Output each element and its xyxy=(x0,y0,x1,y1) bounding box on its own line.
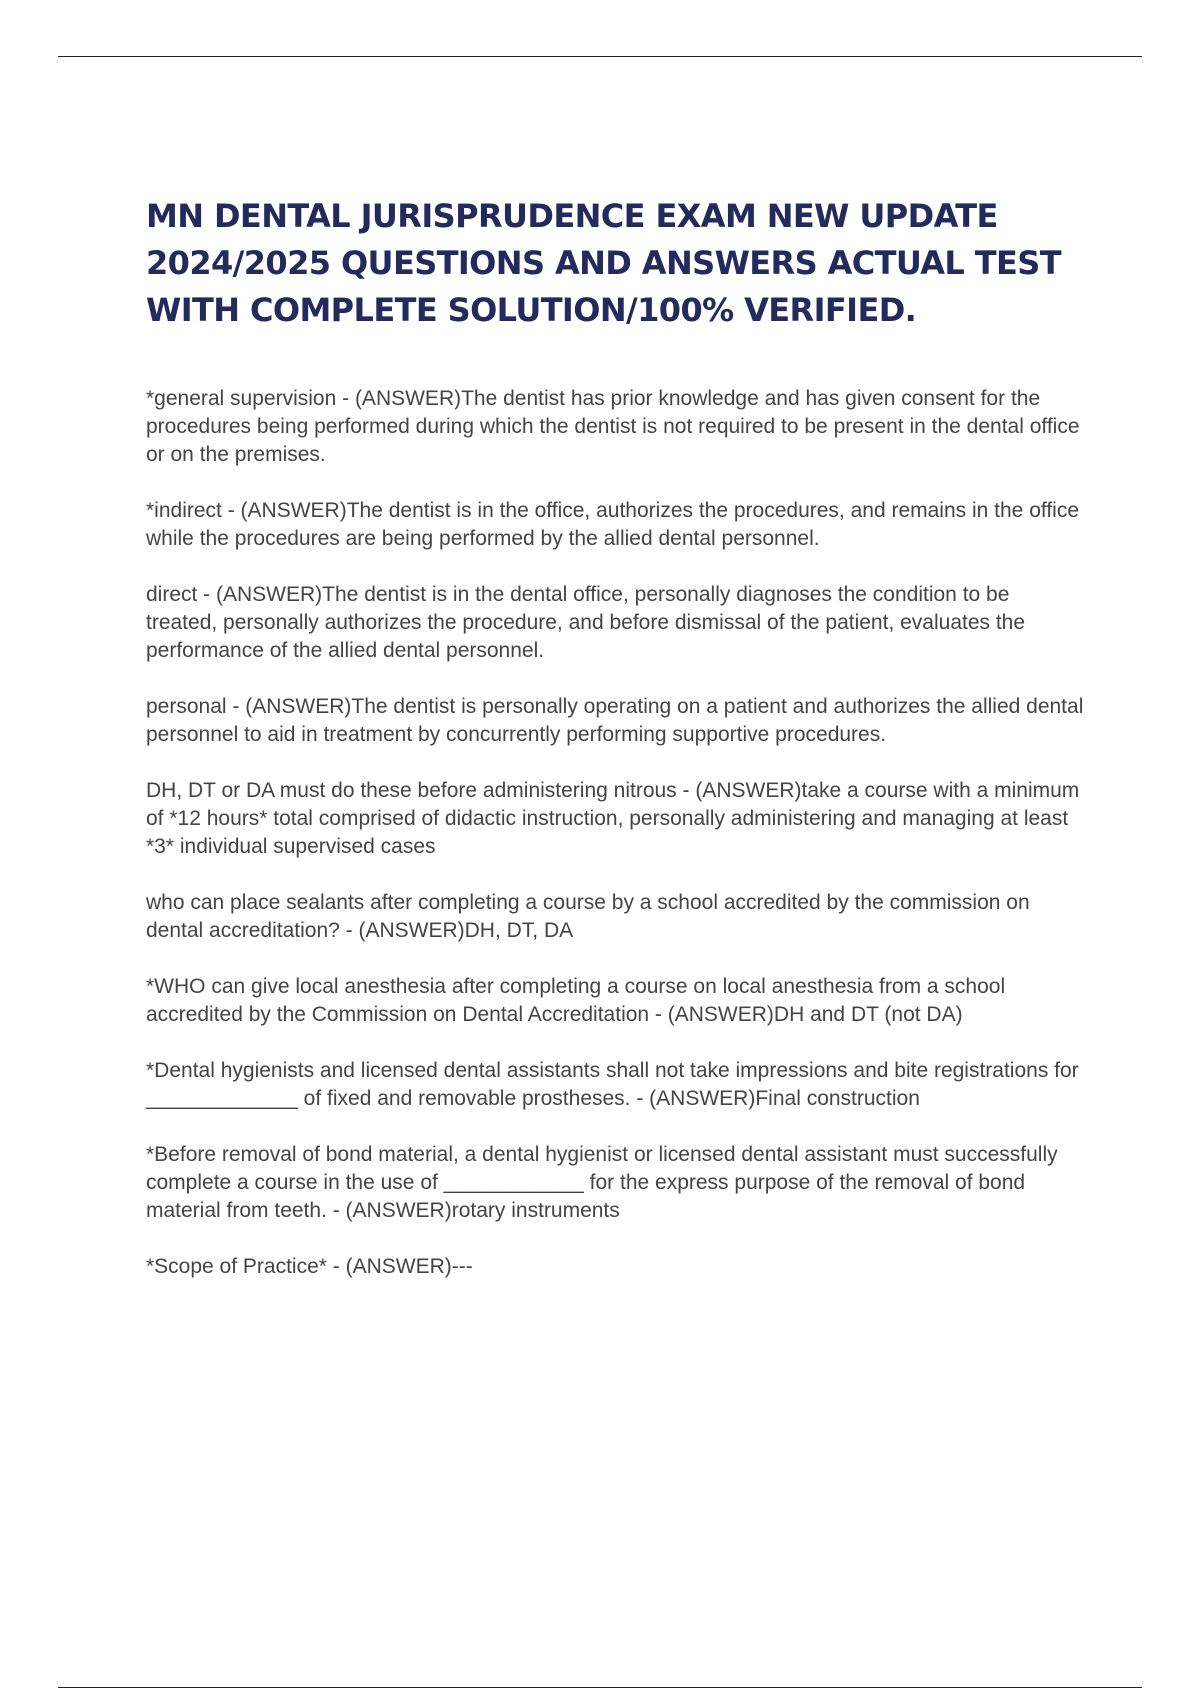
document-title xyxy=(146,193,1106,334)
qa-item-bond-removal: *Before removal of bond material, a dental hygienist or licensed dental assistant must successfully complete a course in the use of ____________ for the express purpose of the removal of bond material from teeth. - (ANSWER)rotary instruments xyxy=(146,1143,1058,1222)
bottom-rule xyxy=(58,1687,1142,1688)
top-rule xyxy=(58,56,1142,57)
qa-item-general-supervision: *general supervision - (ANSWER)The dentist has prior knowledge and has given consent for the procedures being performed during which the dentist is not required to be present in the dental office or on the premises. xyxy=(146,387,1080,466)
qa-item-personal: personal - (ANSWER)The dentist is personally operating on a patient and authorizes the allied dental personnel to aid in treatment by concurrently performing supportive procedures. xyxy=(146,695,1084,746)
qa-item-direct: direct - (ANSWER)The dentist is in the dental office, personally diagnoses the condition to be treated, personally authorizes the procedure, and before dismissal of the patient, evaluates the performance of the allied dental personnel. xyxy=(146,583,1026,662)
qa-item-nitrous: DH, DT or DA must do these before administering nitrous - (ANSWER)take a course with a minimum of *12 hours* total comprised of didactic instruction, personally administering and managing at least *3* individual supervised cases xyxy=(146,779,1080,858)
title-line: MN DENTAL JURISPRUDENCE EXAM NEW UPDATE xyxy=(146,197,998,235)
title-line: 2024/2025 QUESTIONS AND ANSWERS ACTUAL TEST xyxy=(146,244,1061,282)
qa-item-indirect: *indirect - (ANSWER)The dentist is in the office, authorizes the procedures, and remains in the office while the procedures are being performed by the allied dental personnel. xyxy=(146,499,1080,550)
qa-list xyxy=(146,385,1086,1309)
qa-item-impressions: *Dental hygienists and licensed dental assistants shall not take impressions and bite registrations for _____________ of fixed and removable prostheses. - (ANSWER)Final construction xyxy=(146,1059,1079,1110)
qa-item-scope-of-practice: *Scope of Practice* - (ANSWER)--- xyxy=(146,1255,473,1278)
qa-item-local-anesthesia: *WHO can give local anesthesia after completing a course on local anesthesia from a school accredited by the Commission on Dental Accreditation - (ANSWER)DH and DT (not DA) xyxy=(146,975,1006,1026)
title-line: WITH COMPLETE SOLUTION/100% VERIFIED. xyxy=(146,291,917,329)
qa-item-sealants: who can place sealants after completing a course by a school accredited by the commission on dental accreditation? - (ANSWER)DH, DT, DA xyxy=(146,891,1030,942)
